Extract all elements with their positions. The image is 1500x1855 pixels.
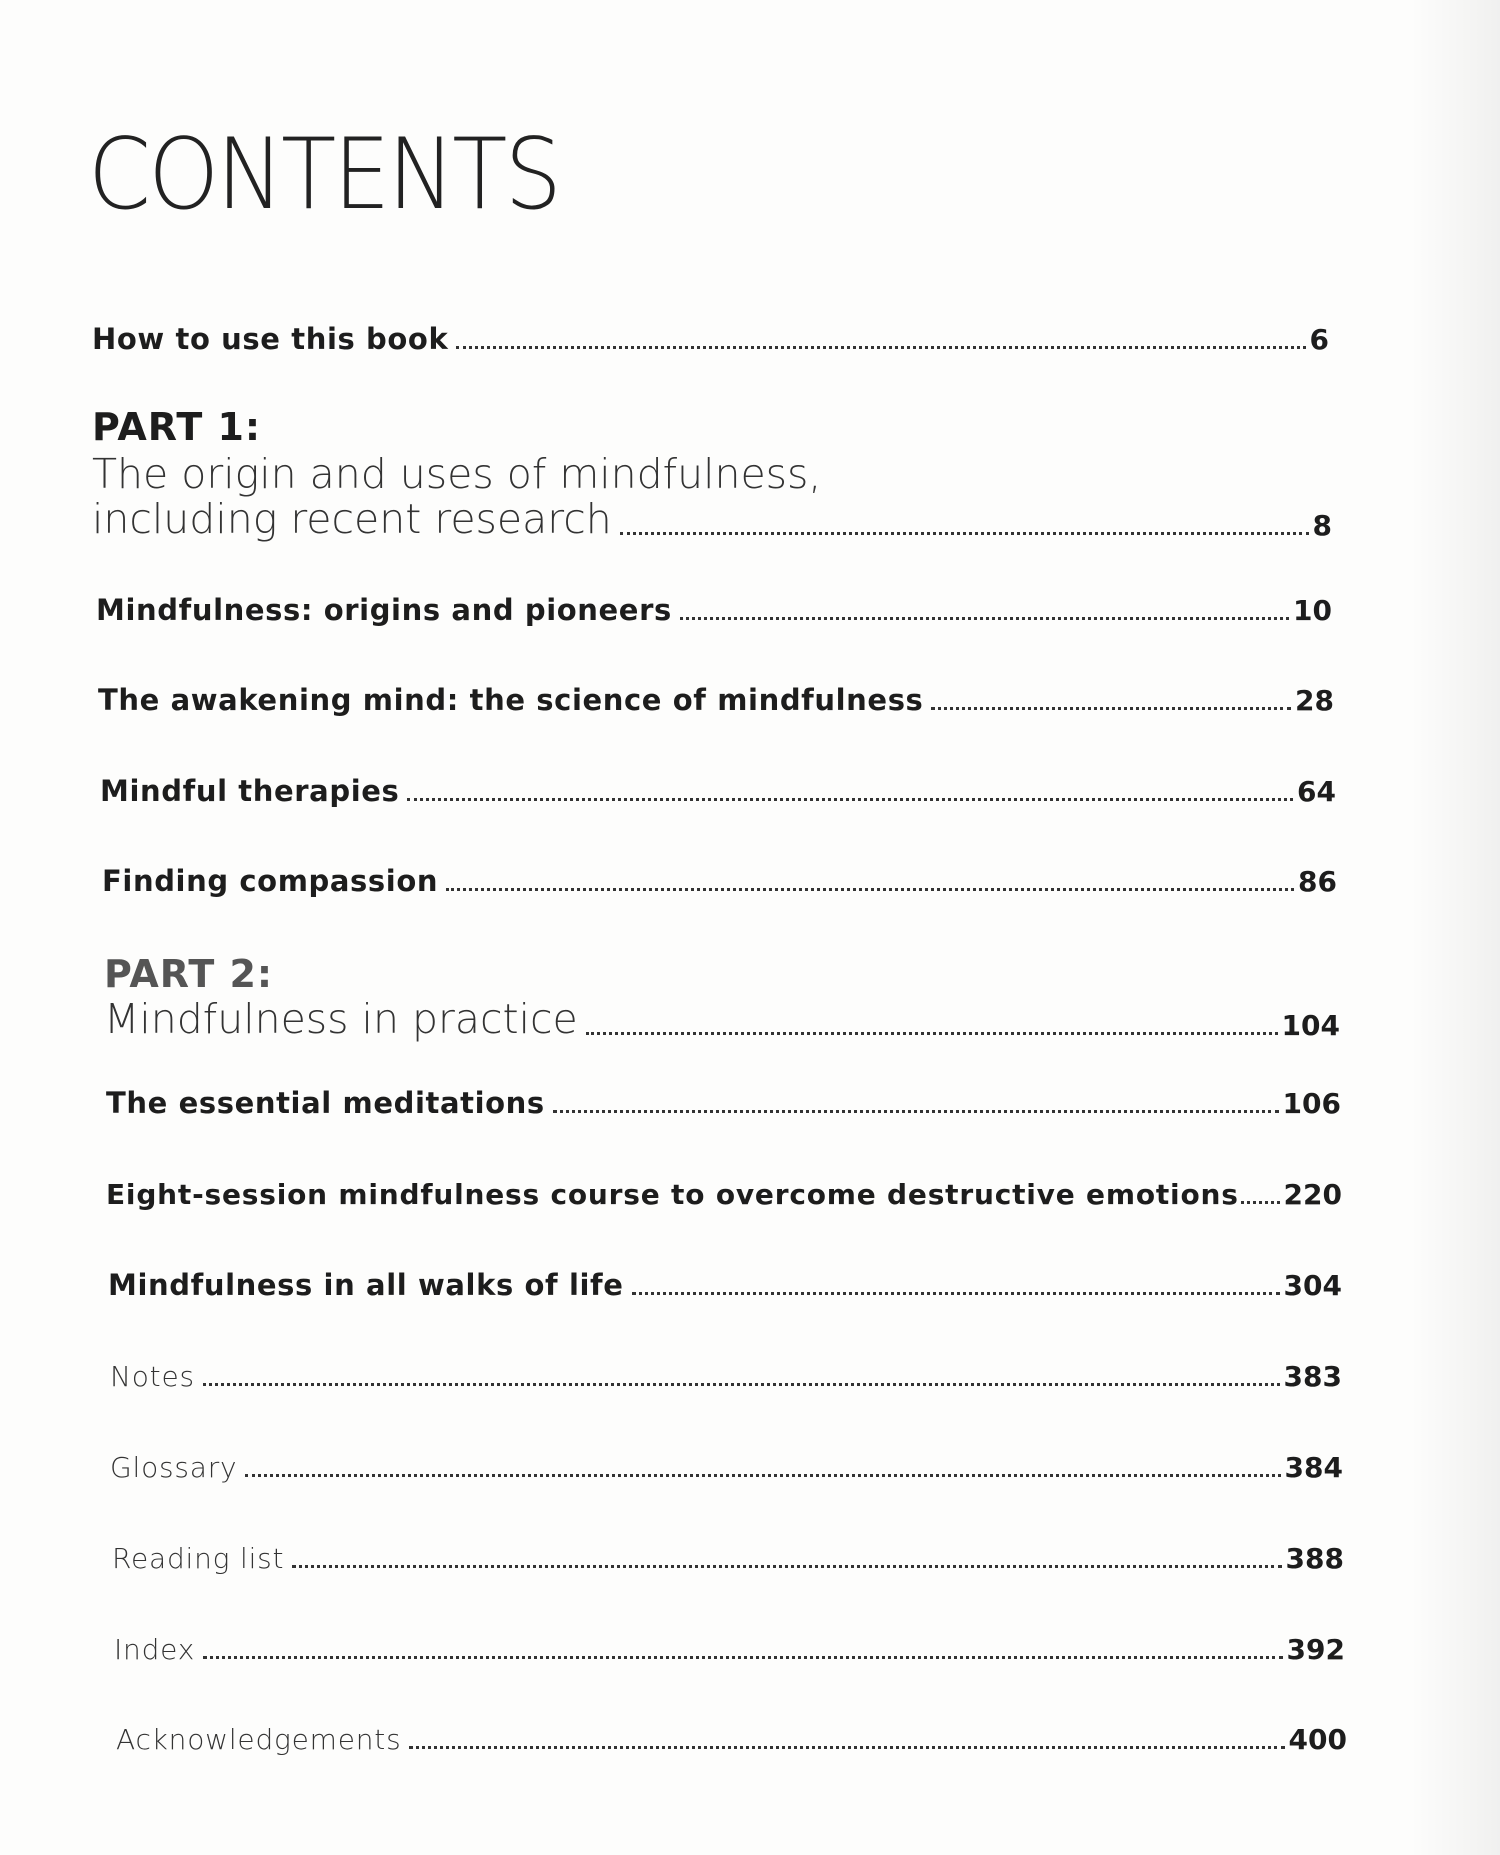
dot-leader — [292, 1565, 1281, 1568]
dot-leader — [586, 1032, 1278, 1035]
dot-leader — [553, 1110, 1279, 1113]
toc-entry-label: The essential meditations — [106, 1086, 545, 1120]
dot-leader — [407, 798, 1293, 801]
dot-leader — [1241, 1201, 1280, 1204]
page-title: CONTENTS — [88, 118, 560, 232]
toc-entry-chapter[interactable] — [98, 683, 1334, 717]
toc-entry-chapter[interactable] — [106, 1178, 1342, 1211]
part-1-subtitle-line-1: The origin and uses of mindfulness, — [92, 450, 822, 498]
toc-entry-chapter[interactable] — [108, 1268, 1342, 1302]
toc-entry-label: Mindful therapies — [100, 774, 400, 808]
toc-entry-page: 8 — [1312, 509, 1332, 542]
part-2-heading: PART 2: — [104, 952, 274, 996]
toc-entry-page: 388 — [1285, 1542, 1344, 1575]
toc-entry-page: 104 — [1281, 1009, 1340, 1042]
toc-entry-label: Mindfulness in all walks of life — [108, 1268, 624, 1302]
toc-entry-page: 304 — [1283, 1269, 1342, 1302]
dot-leader — [409, 1746, 1284, 1749]
toc-entry-page: 384 — [1284, 1451, 1343, 1484]
toc-entry-label: How to use this book — [92, 322, 449, 356]
toc-entry-label: Mindfulness: origins and pioneers — [96, 593, 672, 627]
toc-entry-chapter[interactable] — [102, 864, 1337, 898]
toc-entry-page: 10 — [1293, 594, 1332, 627]
toc-entry-chapter[interactable] — [100, 774, 1336, 808]
toc-entry-page: 28 — [1295, 684, 1334, 717]
toc-entry-page: 6 — [1309, 323, 1329, 356]
part-2-subtitle: Mindfulness in practice — [104, 995, 578, 1043]
dot-leader — [203, 1656, 1282, 1659]
dot-leader — [456, 346, 1305, 349]
toc-entry-label: Notes — [110, 1360, 195, 1393]
toc-entry-label: The awakening mind: the science of mindfulness — [98, 683, 924, 717]
toc-entry-back-matter[interactable] — [114, 1633, 1345, 1666]
toc-entry-label: Index — [114, 1633, 196, 1666]
dot-leader — [680, 617, 1289, 620]
toc-entry-intro[interactable] — [92, 322, 1329, 356]
toc-entry-chapter[interactable] — [106, 1086, 1341, 1120]
toc-entry-label: Eight-session mindfulness course to overcome destructive emotions — [106, 1178, 1239, 1211]
toc-entry-page: 106 — [1282, 1087, 1341, 1120]
dot-leader — [446, 888, 1294, 891]
toc-entry-page: 64 — [1297, 775, 1336, 808]
toc-entry-back-matter[interactable] — [110, 1451, 1343, 1484]
toc-entry-back-matter[interactable] — [112, 1542, 1344, 1575]
toc-entry-label: Glossary — [110, 1451, 238, 1484]
toc-entry-back-matter[interactable] — [110, 1360, 1342, 1393]
toc-entry-part-2[interactable] — [104, 996, 1340, 1042]
toc-entry-label: Reading list — [112, 1542, 285, 1575]
toc-entry-chapter[interactable] — [96, 593, 1332, 627]
part-1-subtitle-line-2: including recent research — [92, 495, 612, 543]
toc-entry-label: Finding compassion — [102, 864, 439, 898]
toc-entry-back-matter[interactable] — [116, 1723, 1347, 1756]
toc-entry-page: 383 — [1283, 1360, 1342, 1393]
dot-leader — [632, 1292, 1280, 1295]
toc-entry-page: 220 — [1283, 1178, 1342, 1211]
toc-entry-label: Acknowledgements — [116, 1723, 402, 1756]
dot-leader — [245, 1474, 1280, 1477]
dot-leader — [620, 532, 1309, 535]
toc-entry-page: 400 — [1288, 1723, 1347, 1756]
toc-entry-page: 86 — [1298, 865, 1337, 898]
part-1-heading: PART 1: — [92, 405, 262, 449]
dot-leader — [203, 1383, 1280, 1386]
toc-entry-part-1[interactable] — [92, 496, 1332, 542]
dot-leader — [931, 707, 1291, 710]
toc-entry-page: 392 — [1286, 1633, 1345, 1666]
